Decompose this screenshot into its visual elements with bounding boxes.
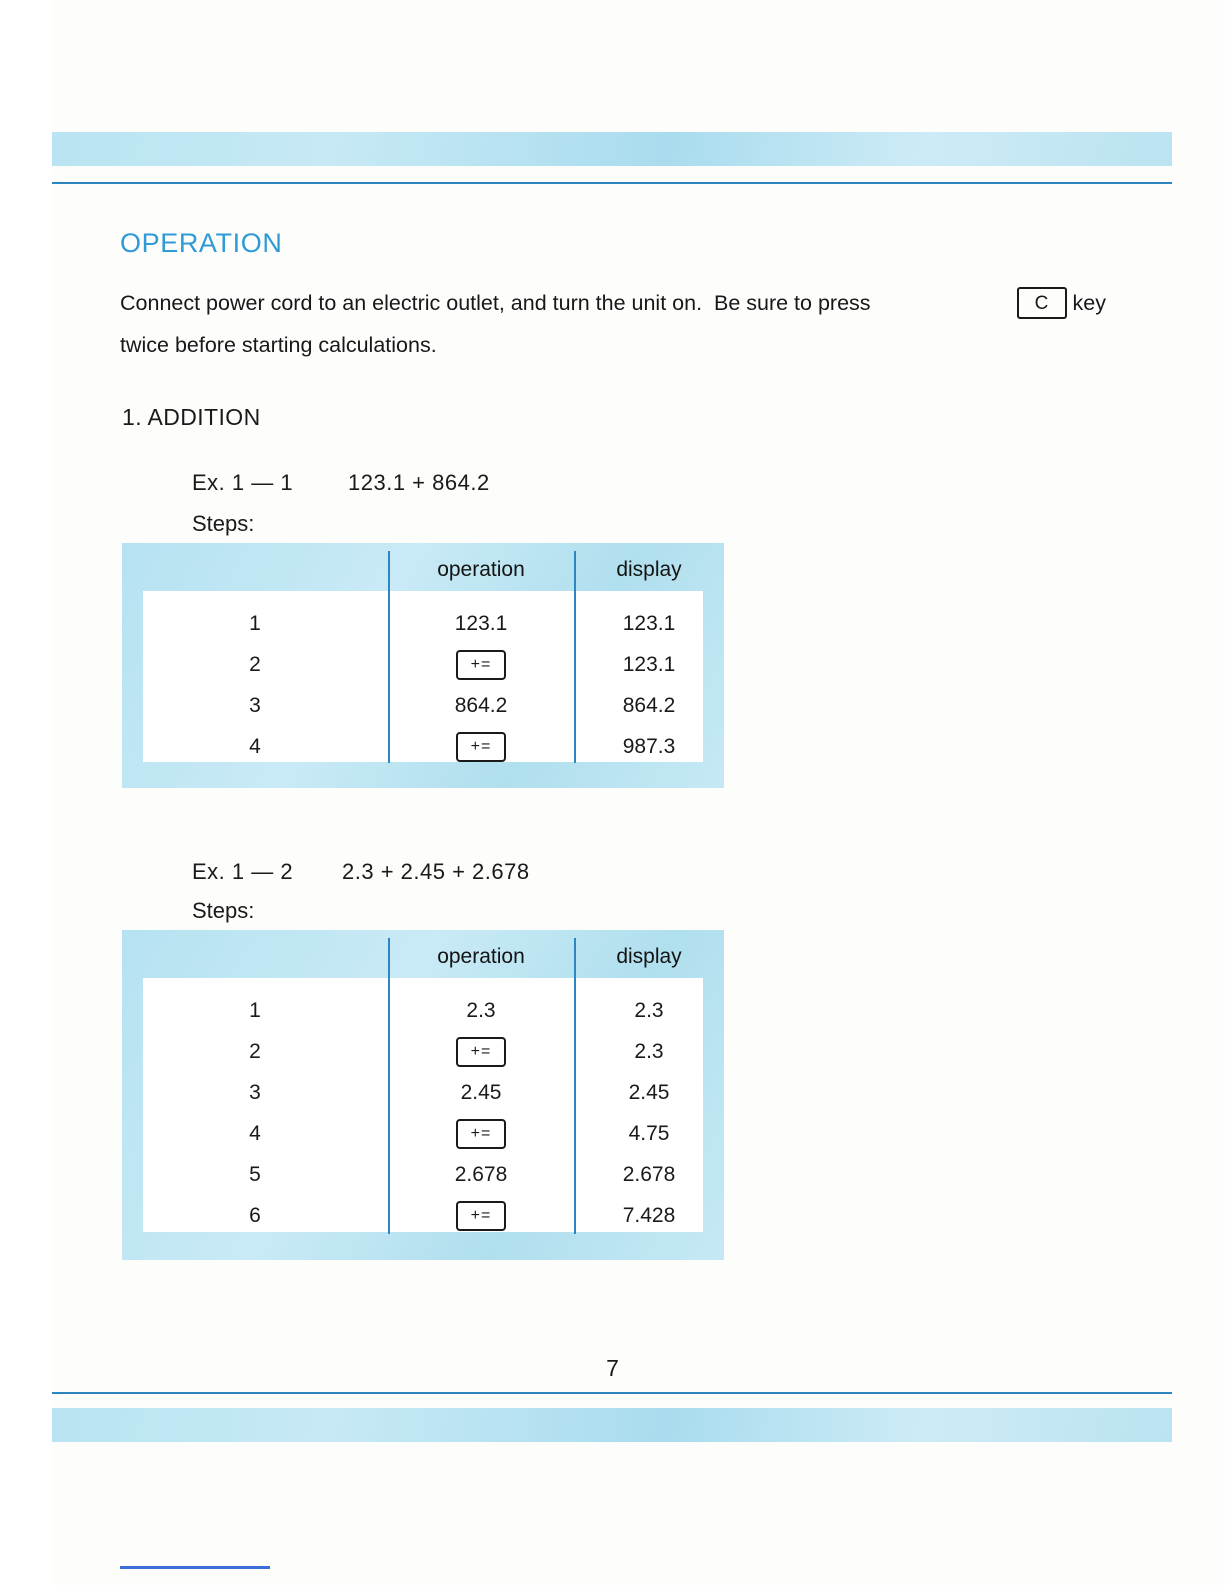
table-row xyxy=(122,1113,724,1154)
table-2-row-2-number: 2 xyxy=(249,1039,261,1063)
table-2-row-3-number: 3 xyxy=(249,1080,261,1104)
table-2-row-5-display: 2.678 xyxy=(622,1162,676,1186)
table-1-header-display: display xyxy=(616,558,682,581)
table-2-row-1-display: 2.3 xyxy=(634,998,664,1022)
example-2-expression: 2.3 + 2.45 + 2.678 xyxy=(342,859,530,884)
header-rule xyxy=(52,182,1172,184)
table-2-row-6-display: 7.428 xyxy=(622,1203,676,1227)
table-2-header-display: display xyxy=(616,945,682,968)
plus-equals-key-icon: += xyxy=(456,732,506,762)
table-2-row-2-display: 2.3 xyxy=(634,1039,664,1063)
steps-table-2 xyxy=(122,930,724,1260)
footer-rule xyxy=(52,1392,1172,1394)
table-2-row-5-operation: 2.678 xyxy=(454,1162,508,1186)
example-1-steps-label: Steps: xyxy=(192,511,255,536)
page-title: OPERATION xyxy=(120,228,283,258)
plus-equals-key-icon: += xyxy=(456,1037,506,1067)
intro-text-part1: Connect power cord to an electric outlet, and turn the unit on. Be sure to press xyxy=(120,291,871,315)
table-2-row-5-number: 5 xyxy=(249,1162,261,1186)
table-1-row-1-number: 1 xyxy=(249,611,261,635)
table-row xyxy=(122,990,724,1031)
steps-table-1 xyxy=(122,543,724,788)
intro-text-line2: twice before starting calculations. xyxy=(120,333,437,357)
intro-text-part2: key xyxy=(1072,291,1106,315)
table-2-row-4-number: 4 xyxy=(249,1121,261,1145)
example-1-expression: 123.1 + 864.2 xyxy=(348,470,490,495)
table-1-row-3-display: 864.2 xyxy=(622,693,676,717)
page-edge xyxy=(0,0,52,1585)
table-1-row-4-operation xyxy=(388,732,574,762)
table-1-row-2-display: 123.1 xyxy=(622,652,676,676)
table-2-row-1-operation: 2.3 xyxy=(466,998,496,1022)
table-2-header-operation: operation xyxy=(437,945,525,968)
example-2-label: Ex. 1 — 2 xyxy=(192,859,294,884)
plus-equals-key-icon: += xyxy=(456,1201,506,1231)
table-row xyxy=(122,1195,724,1236)
table-row xyxy=(122,1072,724,1113)
table-2-row-2-operation xyxy=(388,1037,574,1067)
table-row xyxy=(122,726,724,767)
page-number: 7 xyxy=(606,1355,619,1381)
plus-equals-key-icon: += xyxy=(456,650,506,680)
table-2-row-3-display: 2.45 xyxy=(628,1080,670,1104)
addition-heading: 1. ADDITION xyxy=(122,404,261,430)
plus-equals-key-icon: += xyxy=(456,1119,506,1149)
table-1-row-1-display: 123.1 xyxy=(622,611,676,635)
table-1-row-2-operation xyxy=(388,650,574,680)
table-2-row-4-operation xyxy=(388,1119,574,1149)
table-2-row-6-number: 6 xyxy=(249,1203,261,1227)
example-2-steps-label: Steps: xyxy=(192,898,255,923)
bottom-registration-mark xyxy=(120,1566,270,1569)
table-row xyxy=(122,603,724,644)
table-row xyxy=(122,1031,724,1072)
header-band xyxy=(52,132,1172,166)
table-2-row-1-number: 1 xyxy=(249,998,261,1022)
table-1-row-3-operation: 864.2 xyxy=(454,693,508,717)
example-1-label: Ex. 1 — 1 xyxy=(192,470,294,495)
table-row xyxy=(122,1154,724,1195)
table-1-row-1-operation: 123.1 xyxy=(454,611,508,635)
table-2-row-4-display: 4.75 xyxy=(628,1121,670,1145)
table-1-row-3-number: 3 xyxy=(249,693,261,717)
footer-band xyxy=(52,1408,1172,1442)
table-row xyxy=(122,685,724,726)
table-row xyxy=(122,644,724,685)
table-2-row-3-operation: 2.45 xyxy=(460,1080,502,1104)
table-1-row-4-number: 4 xyxy=(249,734,261,758)
table-1-row-2-number: 2 xyxy=(249,652,261,676)
table-1-row-4-display: 987.3 xyxy=(622,734,676,758)
clear-key-icon: C xyxy=(1017,287,1067,319)
table-1-header-operation: operation xyxy=(437,558,525,581)
intro-paragraph xyxy=(120,282,1110,366)
table-2-row-6-operation xyxy=(388,1201,574,1231)
